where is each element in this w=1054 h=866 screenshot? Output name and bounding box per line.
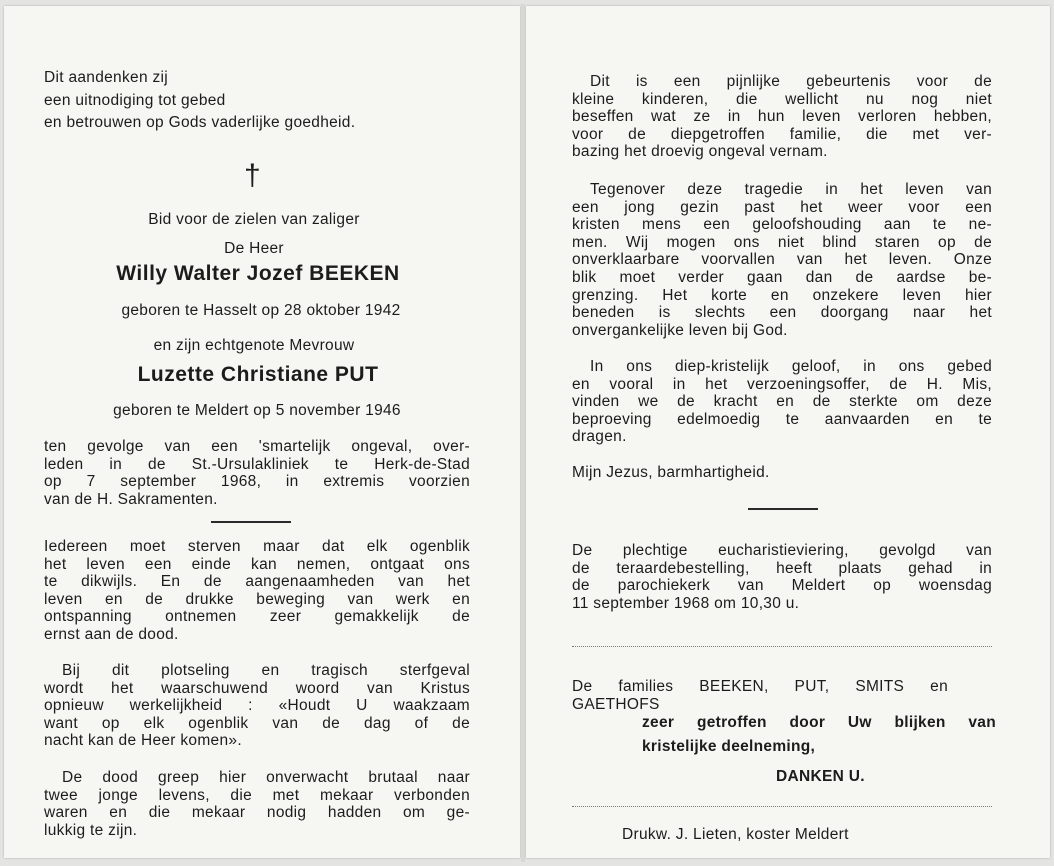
death-line: op 7 september 1968, in extremis voorzien [44,473,470,491]
paragraph-line: blik moet verder gaan dan de aardse be- [572,268,992,286]
right-panel [526,6,1050,858]
man-birth: geboren te Hasselt op 28 oktober 1942 [121,302,401,319]
paragraph-line: onvergankelijke leven bij God. [572,321,788,339]
paragraph-line: want op elk ogenblik van de dag of de [44,714,470,732]
intro-text [44,69,474,132]
man-title: De Heer [224,240,284,257]
paragraph-line: het leven een einde kan nemen, ontgaat ons [44,555,470,573]
paragraph-line: ontspanning ontnemen zeer gemakkelijk de [44,608,470,626]
paragraph-line: dragen. [572,428,627,446]
paragraph-line: kristen mens een geloofshouding aan te ne- [572,216,992,234]
right-paragraph-2 [572,181,992,339]
spouse-intro: en zijn echtgenote Mevrouw [153,337,355,354]
paragraph-line: kleine kinderen, die wellicht nu nog niet [572,90,992,108]
paragraph-line: 11 september 1968 om 10,30 u. [572,594,800,612]
paragraph-line: beproeving edelmoedig te aanvaarden en te [572,410,992,428]
families-line: De families BEEKEN, PUT, SMITS en [572,678,948,695]
paragraph-line: wordt het waarschuwend woord van Kristus [44,679,470,697]
paragraph-line: nacht kan de Heer komen». [44,732,242,750]
paragraph-line: Dit is een pijnlijke gebeurtenis voor de [590,73,992,90]
paragraph-line: en vooral in het verzoeningsoffer, de H. Mis, [572,375,992,393]
death-line: van de H. Sakramenten. [44,490,218,508]
divider [211,521,291,523]
paragraph-line: Iedereen moet sterven maar dat elk ogenblik [44,538,470,555]
right-paragraph-3 [572,358,992,446]
paragraph-line: te dikwijls. En de aangenaamheden van het [44,573,470,591]
thanks-line: kristelijke deelneming, [642,737,816,755]
paragraph-line: twee jonge levens, die met mekaar verbonden [44,786,470,804]
paragraph-line: de parochiekerk van Meldert op woensdag [572,577,992,595]
paragraph-line: beneden is slechts een doorgang naar het [572,304,992,322]
left-panel [4,6,520,858]
paragraph-line: grenzing. Het korte en onzekere leven hier [572,286,992,304]
paragraph-line: In ons diep-kristelijk geloof, in ons gebed [590,358,992,375]
paragraph-line: vinden we de kracht en de sterkte om deze [572,393,992,411]
paragraph-line: opnieuw werkelijkheid : «Houdt U waakzaam [44,697,470,715]
prayer-line: Mijn Jezus, barmhartigheid. [572,464,770,481]
printer-credit: Drukw. J. Lieten, koster Meldert [622,826,849,843]
paragraph-line: bazing het droevig ongeval vernam. [572,143,828,161]
intro-line: Dit aandenken zij [44,69,169,86]
danken-u: DANKEN U. [776,768,865,785]
reflection-paragraph-3 [44,769,470,839]
paragraph-line: Tegenover deze tragedie in het leven van [590,181,992,198]
paragraph-line: lukkig te zijn. [44,821,138,839]
thanks-line: zeer getroffen door Uw blijken van [642,714,996,731]
thanks-text [642,714,996,755]
death-text [44,438,470,508]
paragraph-line: onverklaarbare voorvallen van het leven. Onze [572,251,992,269]
reflection-paragraph-2 [44,662,470,750]
woman-name: Luzette Christiane PUT [137,363,379,386]
fold-line [521,4,525,862]
dotted-separator [572,806,992,807]
paragraph-line: De dood greep hier onverwacht brutaal naar [62,769,470,786]
right-paragraph-1 [572,73,992,161]
paragraph-line: Bij dit plotseling en tragisch sterfgeval [62,662,470,679]
paragraph-line: voor de diepgetroffen familie, die met ver- [572,125,992,143]
death-line: leden in de St.-Ursulakliniek te Herk-de-Stad [44,455,470,473]
bid-text: Bid voor de zielen van zaliger [148,211,360,228]
cross-icon: † [244,159,261,192]
paragraph-line: leven en de drukke beweging van werk en [44,590,470,608]
death-line: ten gevolge van een 'smartelijk ongeval, over- [44,438,470,455]
paragraph-line: ernst aan de dood. [44,625,179,643]
paragraph-line: de teraardebestelling, heeft plaats gehad in [572,559,992,577]
man-name: Willy Walter Jozef BEEKEN [116,262,400,285]
paragraph-line: De plechtige eucharistieviering, gevolgd van [572,542,992,559]
intro-line: en betrouwen op Gods vaderlijke goedheid. [44,114,356,132]
paragraph-line: men. Wij mogen ons niet blind staren op de [572,233,992,251]
paragraph-line: beseffen wat ze in hun leven verloren hebben, [572,108,992,126]
dotted-separator [572,646,992,647]
reflection-paragraph-1 [44,538,470,644]
families-line: GAETHOFS [572,695,660,713]
divider [748,508,818,510]
funeral-paragraph [572,542,992,612]
intro-line: een uitnodiging tot gebed [44,91,226,109]
paragraph-line: een jong gezin past het weer voor een [572,198,992,216]
paragraph-line: waren en die mekaar nodig hadden om ge- [44,804,470,822]
woman-birth: geboren te Meldert op 5 november 1946 [113,402,401,419]
families-text [572,678,948,713]
